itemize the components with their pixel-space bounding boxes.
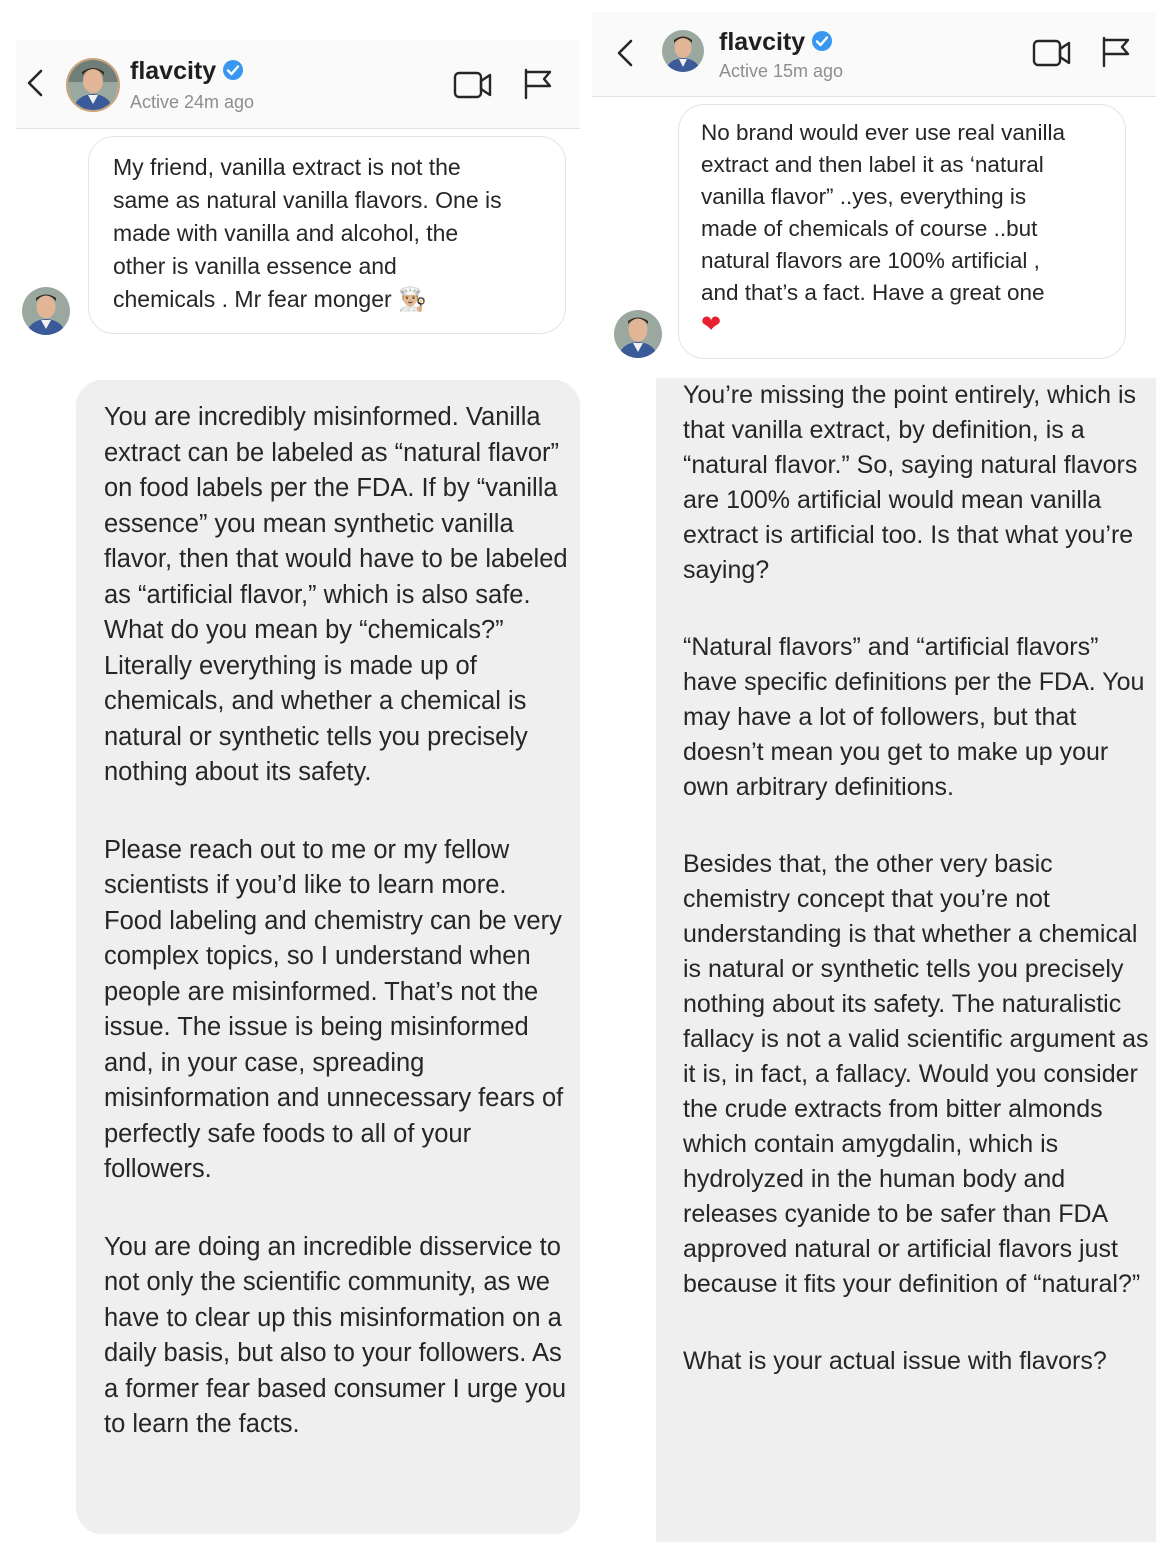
sender-avatar[interactable] [22, 287, 70, 335]
profile-avatar[interactable] [66, 58, 120, 112]
username[interactable]: flavcity [719, 28, 833, 57]
message-paragraph: What is your actual issue with flavors? [683, 1347, 1107, 1375]
back-icon[interactable] [614, 38, 636, 68]
message-paragraph: Please reach out to me or my fellow scientists if you’d like to learn more. Food labeling and chemistry can be very complex topics, so I understand when people are misinformed. That’s not the issue. The issue is being misinformed and, in your case, spreading misinformation and unnecessary fears of perfectly safe foods to all of your followers. [104, 835, 564, 1183]
report-flag-icon[interactable] [1100, 36, 1132, 68]
verified-icon [811, 30, 833, 52]
message-text: No brand would ever use real vanilla extract and then label it as ‘natural vanilla flavor” ..yes, everything is made of chemicals of course ..but natural flavors are 100% artificial , and that’s a fact. Have a great one [701, 120, 1065, 305]
active-status: Active 24m ago [130, 92, 255, 112]
username[interactable]: flavcity [130, 57, 244, 86]
verified-icon [222, 59, 244, 81]
back-icon[interactable] [24, 68, 46, 98]
heart-emoji: ❤ [701, 311, 722, 338]
chat-panel-left [16, 40, 580, 1540]
chat-panel-right [592, 12, 1156, 1542]
profile-avatar[interactable] [662, 30, 704, 72]
incoming-message-bubble [678, 104, 1126, 359]
outgoing-message-bubble [656, 378, 1156, 1542]
incoming-message-bubble: My friend, vanilla extract is not the same as natural vanilla flavors. One is made with vanilla and alcohol, the other is vanilla essence and chemicals . Mr fear monger 👨🏼‍🍳 [88, 136, 566, 334]
video-call-icon[interactable] [1032, 38, 1072, 68]
message-paragraph: You’re missing the point entirely, which is that vanilla extract, by definition, is a “natural flavor.” So, saying natural flavors are 100% artificial would mean vanilla extract is artificial too. Is that what you’re saying? [683, 381, 1138, 584]
message-paragraph: You are doing an incredible disservice to not only the scientific community, as we have to clear up this misinformation on a daily basis, but also to your followers. As a former fear based consumer I urge you to learn the facts. [104, 1232, 567, 1438]
report-flag-icon[interactable] [522, 68, 554, 100]
video-call-icon[interactable] [453, 70, 493, 100]
message-paragraph: You are incredibly misinformed. Vanilla extract can be labeled as “natural flavor” on food labels per the FDA. If by “vanilla essence” you mean synthetic vanilla flavor, then that would have to be labeled as “artificial flavor,” which is also safe. What do you mean by “chemicals?” Literally everything is made up of chemicals, and whether a chemical is natural or synthetic tells you precisely nothing about its safety. [104, 403, 568, 786]
message-paragraph: “Natural flavors” and “artificial flavors” have specific definitions per the FDA. You may have a lot of followers, but that doesn’t mean you get to make up your own arbitrary definitions. [683, 633, 1145, 801]
outgoing-message-bubble [76, 380, 580, 1534]
active-status: Active 15m ago [719, 61, 844, 81]
message-paragraph: Besides that, the other very basic chemistry concept that you’re not understanding is that whether a chemical is natural or synthetic tells you precisely nothing about its safety. The naturalistic fallacy is not a valid scientific argument as it is, in fact, a fallacy. Would you consider the crude extracts from bitter almonds which contain amygdalin, which is hydrolyzed in the human body and releases cyanide to be safer than FDA approved natural or artificial flavors just because it fits your definition of “natural?” [683, 850, 1149, 1298]
chat-header [592, 12, 1156, 97]
chat-header [16, 40, 580, 129]
sender-avatar[interactable] [614, 310, 662, 358]
